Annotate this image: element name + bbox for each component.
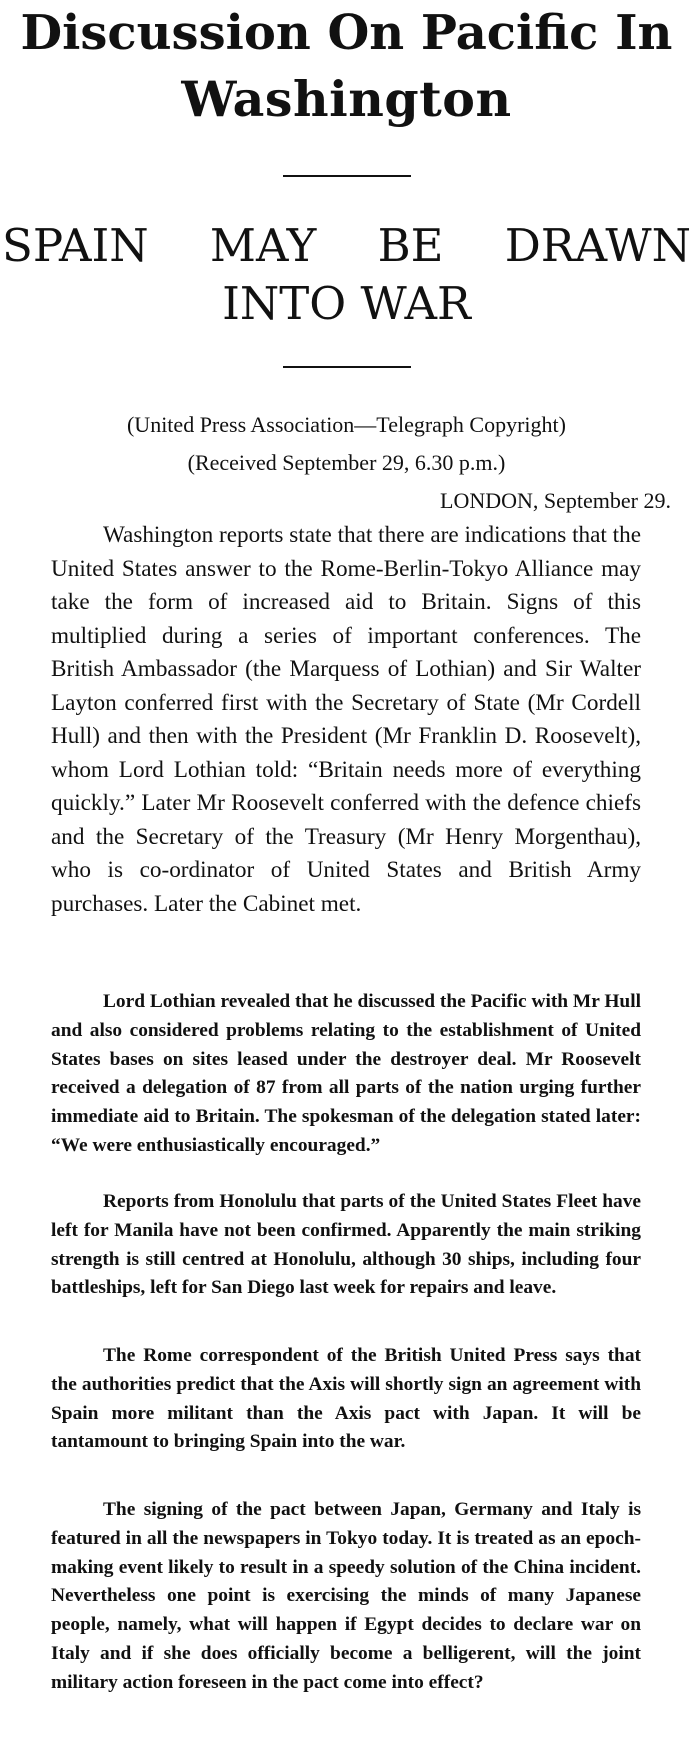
body-paragraph-3: Reports from Honolulu that parts of the United States Fleet have left for Manila have not been confirmed. Apparently the main striking strength is still centred at Honolulu, although 30 ships, including four battleships, left for San Diego last week for repairs and leave. (51, 1191, 641, 1299)
body-paragraph-2: Lord Lothian revealed that he discussed the Pacific with Mr Hull and also considered problems relating to the establishment of United States bases on sites leased under the destroyer deal. Mr Roosevelt received a delegation of 87 from all parts of the nation urging further immediate aid to Britain. The spokesman of the delegation stated later: “We were enthusiastically encouraged.” (51, 991, 641, 1156)
received-time: (Received September 29, 6.30 p.m.) (187, 450, 506, 475)
headline-line-1: Discussion On Pacific In (20, 5, 673, 61)
body-paragraph-4: The Rome correspondent of the British United Press says that the authorities predict that the Axis will shortly sign an agreement with Spain more militant than the Axis pact with Japan. It will be tantamount to bringing Spain into the war. (51, 1345, 641, 1453)
dateline: LONDON, September 29. (440, 488, 671, 513)
headline (0, 0, 693, 132)
subheadline (0, 217, 693, 333)
subheadline-line-1: SPAIN MAY BE DRAWN (2, 219, 691, 272)
lead-paragraph: Washington reports state that there are indications that the United States answer to the Rome-Berlin-Tokyo Alliance may take the form of increased aid to Britain. Signs of this multiplied during a series of important conferences. The British Ambassador (the Marquess of Lothian) and Sir Walter Layton conferred first with the Secretary of State (Mr Cordell Hull) and then with the President (Mr Franklin D. Roosevelt), whom Lord Lothian told: “Britain needs more of everything quickly.” Later Mr Roosevelt conferred with the defence chiefs and the Secretary of the Treasury (Mr Henry Morgenthau), who is co-ordinator of United States and British Army purchases. Later the Cabinet met. (51, 522, 641, 917)
headline-line-2: Washington (181, 70, 512, 128)
subheadline-line-2: INTO WAR (222, 277, 471, 330)
body-paragraph-5: The signing of the pact between Japan, Germany and Italy is featured in all the newspapers in Tokyo today. It is treated as an epoch-making event likely to result in a speedy solution of the China incident. Nevertheless one point is exercising the minds of many Japanese people, namely, what will happen if Egypt decides to declare war on Italy and if she does officially become a belligerent, will the joint military action foreseen in the pact come into effect? (51, 1499, 641, 1693)
divider-rule-top (283, 175, 411, 177)
divider-rule-bottom (283, 366, 411, 368)
wire-credit: (United Press Association—Telegraph Copyright) (126, 412, 566, 437)
